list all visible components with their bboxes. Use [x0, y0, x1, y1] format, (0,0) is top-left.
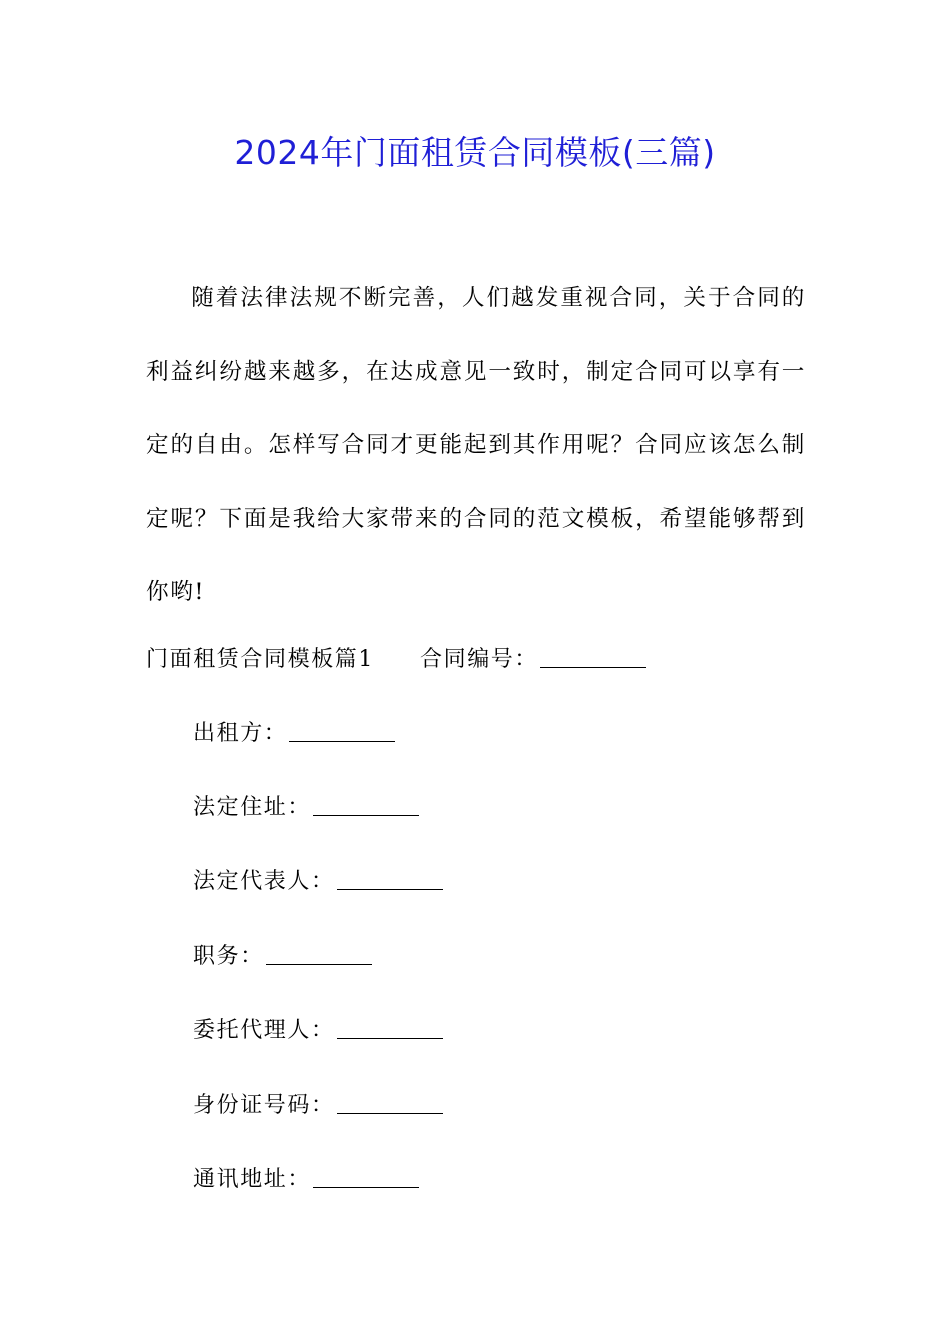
- field-blank: [337, 1091, 443, 1114]
- section-header-line: [146, 640, 646, 680]
- field-label: 身份证号码：: [193, 1093, 335, 1118]
- field-label: 通讯地址：: [193, 1167, 312, 1192]
- field-legal-address: [193, 788, 419, 828]
- field-label: 职务：: [193, 944, 264, 969]
- field-blank: [313, 793, 419, 816]
- field-lessor: [193, 714, 395, 754]
- field-blank: [337, 867, 443, 890]
- field-blank: [313, 1165, 419, 1188]
- field-label: 法定住址：: [193, 795, 312, 820]
- field-blank: [337, 1016, 443, 1039]
- field-blank: [266, 942, 372, 965]
- field-label: 法定代表人：: [193, 869, 335, 894]
- intro-text: 随着法律法规不断完善，人们越发重视合同，关于合同的利益纠纷越来越多，在达成意见一致时，制定合同可以享有一定的自由。怎样写合同才更能起到其作用呢？合同应该怎么制定呢？下面是我给大家带来的合同的范文模板，希望能够帮到你哟!: [146, 285, 806, 605]
- field-position: [193, 937, 372, 977]
- field-legal-representative: [193, 862, 443, 902]
- field-mailing-address: [193, 1160, 419, 1200]
- field-agent: [193, 1011, 443, 1051]
- field-id-number: [193, 1086, 443, 1126]
- document-title: 2024年门面租赁合同模板(三篇): [234, 133, 716, 172]
- field-blank: [289, 719, 395, 742]
- section-title: 门面租赁合同模板篇1: [146, 647, 374, 672]
- contract-number-label: 合同编号：: [420, 647, 539, 672]
- intro-paragraph: [146, 262, 806, 630]
- field-label: 出租方：: [193, 721, 288, 746]
- field-label: 委托代理人：: [193, 1018, 335, 1043]
- contract-number-blank: [540, 645, 646, 668]
